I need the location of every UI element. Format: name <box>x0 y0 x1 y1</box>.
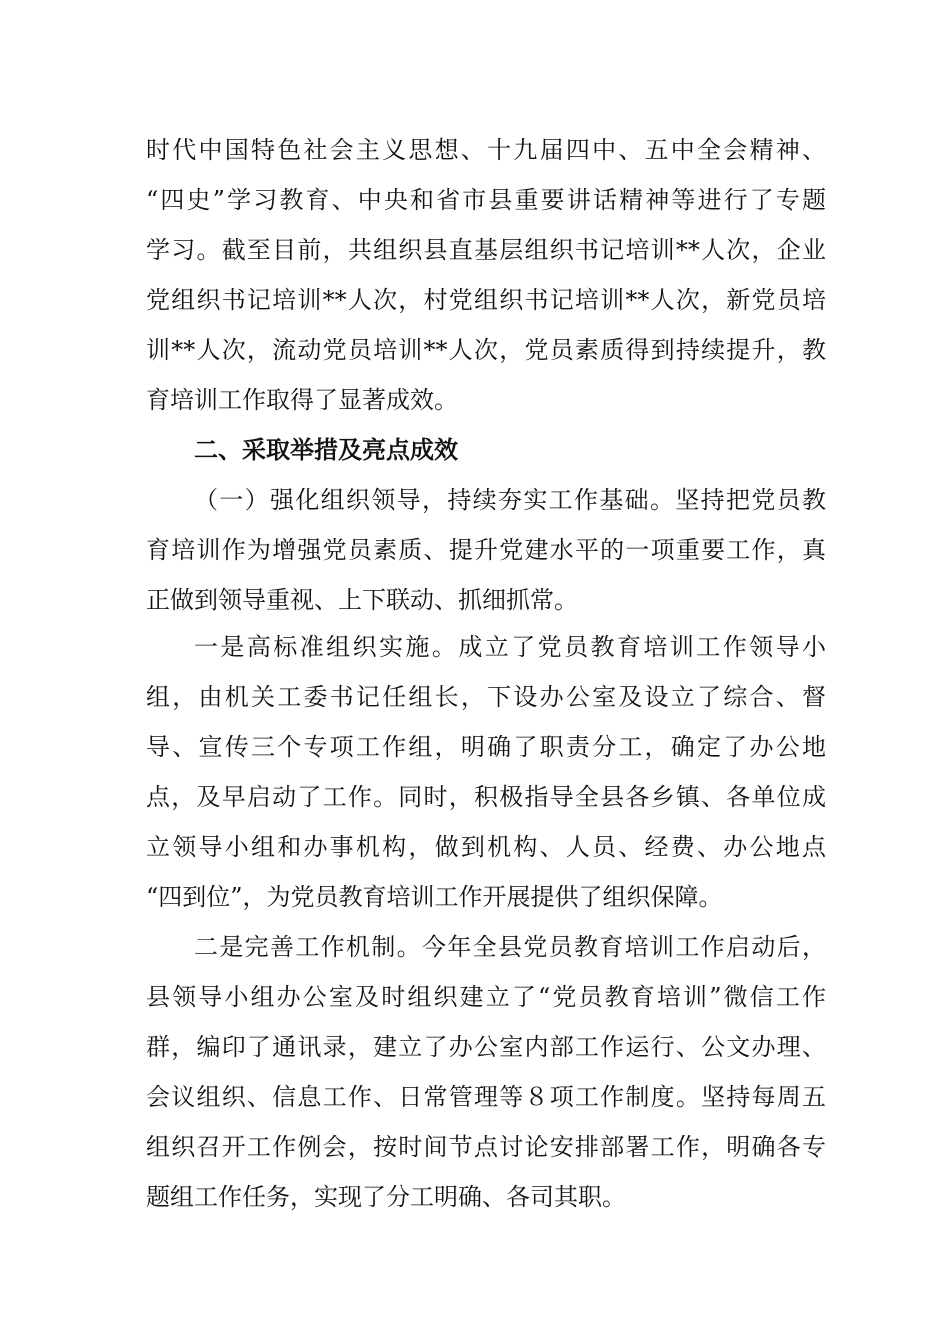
paragraph-4-line-4: 会议组织、信息工作、日常管理等８项工作制度。坚持每周五 <box>146 1083 826 1111</box>
paragraph-3-line-2: 组，由机关工委书记任组长，下设办公室及设立了综合、督 <box>146 683 826 711</box>
paragraph-2-line-1: （一）强化组织领导，持续夯实工作基础。坚持把党员教 <box>194 486 826 514</box>
paragraph-3-line-3: 导、宣传三个专项工作组，明确了职责分工，确定了办公地 <box>146 733 826 761</box>
paragraph-3-line-6: “四到位”，为党员教育培训工作开展提供了组织保障。 <box>146 883 723 911</box>
paragraph-1-line-1: 时代中国特色社会主义思想、十九届四中、五中全会精神、 <box>146 136 826 164</box>
paragraph-1-line-2: “四史”学习教育、中央和省市县重要讲话精神等进行了专题 <box>146 186 826 214</box>
paragraph-4-line-3: 群，编印了通讯录，建立了办公室内部工作运行、公文办理、 <box>146 1033 826 1061</box>
paragraph-4-line-5: 组织召开工作例会，按时间节点讨论安排部署工作，明确各专 <box>146 1133 826 1161</box>
paragraph-1-line-4: 党组织书记培训**人次，村党组织书记培训**人次，新党员培 <box>146 286 826 314</box>
paragraph-4-line-6: 题组工作任务，实现了分工明确、各司其职。 <box>146 1183 626 1211</box>
paragraph-3-line-4: 点，及早启动了工作。同时，积极指导全县各乡镇、各单位成 <box>146 783 826 811</box>
paragraph-3-line-5: 立领导小组和办事机构，做到机构、人员、经费、办公地点 <box>146 833 826 861</box>
paragraph-1-line-5: 训**人次，流动党员培训**人次，党员素质得到持续提升，教 <box>146 336 826 364</box>
paragraph-4-line-1: 二是完善工作机制。今年全县党员教育培训工作启动后， <box>194 933 826 961</box>
paragraph-2-line-2: 育培训作为增强党员素质、提升党建水平的一项重要工作，真 <box>146 536 826 564</box>
paragraph-2-line-3: 正做到领导重视、上下联动、抓细抓常。 <box>146 586 578 614</box>
paragraph-3-line-1: 一是高标准组织实施。成立了党员教育培训工作领导小 <box>194 633 826 661</box>
paragraph-1-line-6: 育培训工作取得了显著成效。 <box>146 386 458 414</box>
paragraph-1-line-3: 学习。截至目前，共组织县直基层组织书记培训**人次，企业 <box>146 236 826 264</box>
section-heading: 二、采取举措及亮点成效 <box>194 435 458 464</box>
paragraph-4-line-2: 县领导小组办公室及时组织建立了“党员教育培训”微信工作 <box>146 983 826 1011</box>
